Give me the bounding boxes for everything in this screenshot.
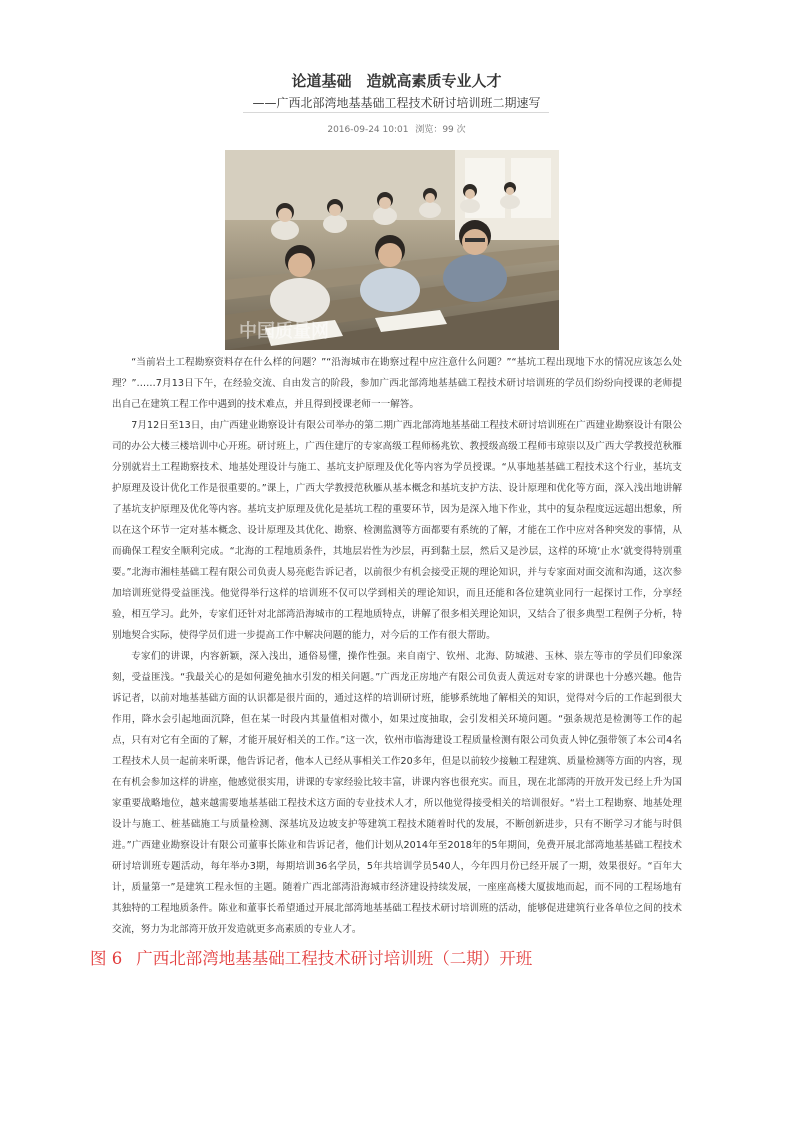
article-subtitle: ——广西北部湾地基基础工程技术研讨培训班二期速写	[252, 96, 541, 110]
title-divider	[243, 112, 549, 113]
article-body	[112, 352, 682, 940]
classroom-photo	[225, 150, 559, 350]
paragraph-2: 7月12日至13日，由广西建业勘察设计有限公司举办的第二期广西北部湾地基基础工程技术研讨培训班在广西建业勘察设计有限公司的办公大楼三楼培训中心开班。研讨班上，广西住建厅的专家高级工程师杨兆钦、教授级高级工程师韦琼崇以及广西大学教授范秋雁分别就岩土工程勘察技术、地基处理设计与施工、基坑支护原理及优化等内容为学员授课。“从事地基基础工程技术这个行业，基坑支护原理及设计优化工作是很重要的。”课上，广西大学教授范秋雁从基本概念和基坑支护方法、设计原理和优化等方面，深入浅出地讲解了基坑支护原理及优化等内容。基坑支护原理及优化是基坑工程的重要环节，因为是深入地下作业，其中的复杂程度远远超出想象，所以在这个环节一定对基本概念、设计原理及其优化、勘察、检测监测等方面都要有系统的了解，才能在工作中应对各种突发的事情，从而确保工程安全顺利完成。“北海的工程地质条件，其地层岩性为沙层，再到黏土层，然后又是沙层，这样的环境‘止水’就变得特别重要。”北海市湘桂基础工程有限公司负责人易亮彪告诉记者，以前很少有机会接受正规的理论知识，并与专家面对面交流和沟通，这次参加培训班觉得受益匪浅。他觉得举行这样的培训班不仅可以学到相关的理论知识，而且还能和各位建筑业同行一起探讨工作，分享经验，相互学习。此外，专家们还针对北部湾沿海城市的工程地质特点，讲解了很多相关理论知识，又结合了很多典型工程例子分析，特别地契合实际，使得学员们进一步提高工作中解决问题的能力，对今后的工作有很大帮助。	[112, 420, 682, 641]
figure-number: 图 6	[90, 949, 123, 968]
article-meta	[0, 122, 793, 135]
paragraph-1: “当前岩土工程勘察资料存在什么样的问题？”“沿海城市在勘察过程中应注意什么问题？”“基坑工程出现地下水的情况应该怎么处理？”……7月13日下午，在经验交流、自由发言的阶段，参加广西北部湾地基基础工程技术研讨培训班的学员们纷纷向授课的老师提出自己在建筑工程工作中遇到的技术难点，并且得到授课老师一一解答。	[112, 357, 682, 410]
view-count: 浏览：99 次	[415, 125, 466, 135]
publish-date: 2016-09-24 10:01	[327, 125, 409, 135]
watermark-text: 中国质量网	[239, 321, 329, 342]
figure-caption	[90, 945, 532, 969]
article-title: 论道基础 造就高素质专业人才	[291, 72, 502, 90]
figure-caption-text: 广西北部湾地基基础工程技术研讨培训班（二期）开班	[136, 949, 533, 968]
paragraph-3: 专家们的讲课，内容新颖，深入浅出，通俗易懂，操作性强。来自南宁、钦州、北海、防城港、玉林、崇左等市的学员们印象深刻，受益匪浅。“我最关心的是如何避免抽水引发的相关问题。”广西龙正房地产有限公司负责人黄远对专家的讲课也十分感兴趣。他告诉记者，以前对地基基础方面的认识都是很片面的，通过这样的培训研讨班，能够系统地了解相关的知识，觉得对今后的工作起到很大作用，降水会引起地面沉降，但在某一时段内其量值相对微小，如果过度抽取，会引发相关环境问题。“强条规范是检测等工作的起点，只有对它有全面的了解，才能开展好相关的工作。”这一次，钦州市临海建设工程质量检测有限公司负责人钟亿强带领了本公司4名工程技术人员一起前来听课，他告诉记者，他本人已经从事相关工作20多年，但是以前较少接触工程建筑、质量检测等方面的内容，现在有机会参加这样的讲座，他感觉很实用，讲课的专家经验比较丰富，讲课内容也很充实。而且，现在北部湾的开放开发已经上升为国家重要战略地位，越来越需要地基基础工程技术这方面的专业技术人才，所以他觉得接受相关的培训很好。“岩土工程勘察、地基处理设计与施工、桩基础施工与质量检测、深基坑及边坡支护等建筑工程技术随着时代的发展，不断创新进步，只有不断学习才能与时俱进。”广西建业勘察设计有限公司董事长陈业和告诉记者，他们计划从2014年至2018年的5年期间，免费开展北部湾地基基础工程技术研讨培训班专题活动，每年举办3期，每期培训36名学员，5年共培训学员540人，今年四月份已经开展了一期，效果很好。“百年大计，质量第一”是建筑工程永恒的主题。随着广西北部湾沿海城市经济建设持续发展，一座座高楼大厦拔地而起，而不同的工程场地有其独特的工程地质条件。陈业和董事长希望通过开展北部湾地基基础工程技术研讨培训班的活动，能够促进建筑行业各单位之间的技术交流，努力为北部湾开放开发造就更多高素质的专业人才。	[112, 651, 682, 935]
photo-watermark	[239, 317, 329, 350]
